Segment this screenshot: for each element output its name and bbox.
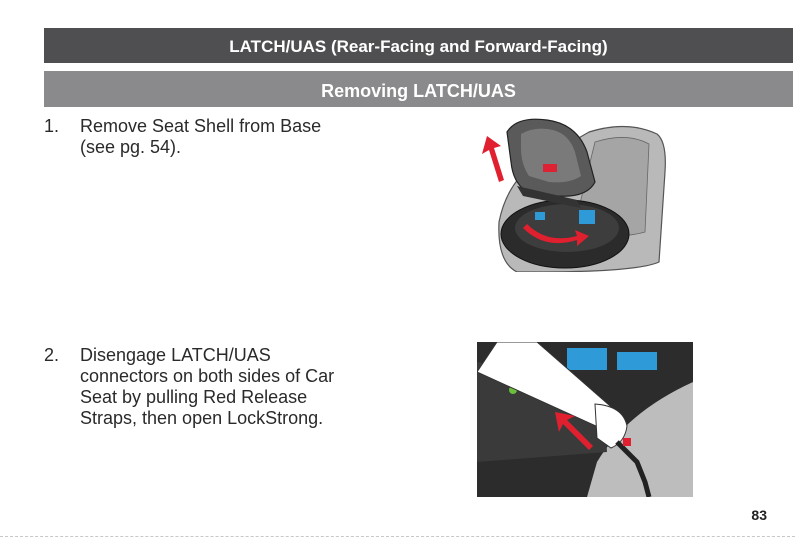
latch-release-illustration: [477, 342, 693, 497]
step-1-text: [80, 116, 321, 158]
section-title: LATCH/UAS (Rear-Facing and Forward-Facing): [229, 37, 608, 56]
step-1-line: (see pg. 54).: [80, 137, 182, 157]
blue-accent: [617, 352, 657, 370]
blue-accent: [567, 348, 607, 370]
base-blue-accent: [535, 212, 545, 220]
red-up-arrow-icon: [482, 136, 504, 182]
harness-buckle: [543, 164, 557, 172]
step-2-text: [80, 345, 334, 429]
section-title-bar: [44, 28, 793, 63]
step-1-line: Remove Seat Shell from Base: [80, 116, 322, 136]
page-number: 83: [751, 507, 767, 523]
step-1: [44, 116, 384, 160]
step-2-line: Disengage LATCH/UAS: [80, 345, 271, 365]
step-1-number: 1.: [44, 116, 60, 136]
step-2-line: Straps, then open LockStrong.: [80, 408, 324, 428]
base-blue-accent: [579, 210, 595, 224]
red-release-strap: [623, 438, 631, 446]
footer-divider: [0, 536, 795, 537]
subsection-title: Removing LATCH/UAS: [321, 81, 516, 101]
subsection-title-bar: [44, 71, 793, 107]
step-2-line: Seat by pulling Red Release: [80, 387, 308, 407]
step-2: [44, 345, 384, 435]
step-2-line: connectors on both sides of Car: [80, 366, 335, 386]
seat-shell-removal-illustration: [477, 112, 687, 272]
step-2-number: 2.: [44, 345, 60, 365]
